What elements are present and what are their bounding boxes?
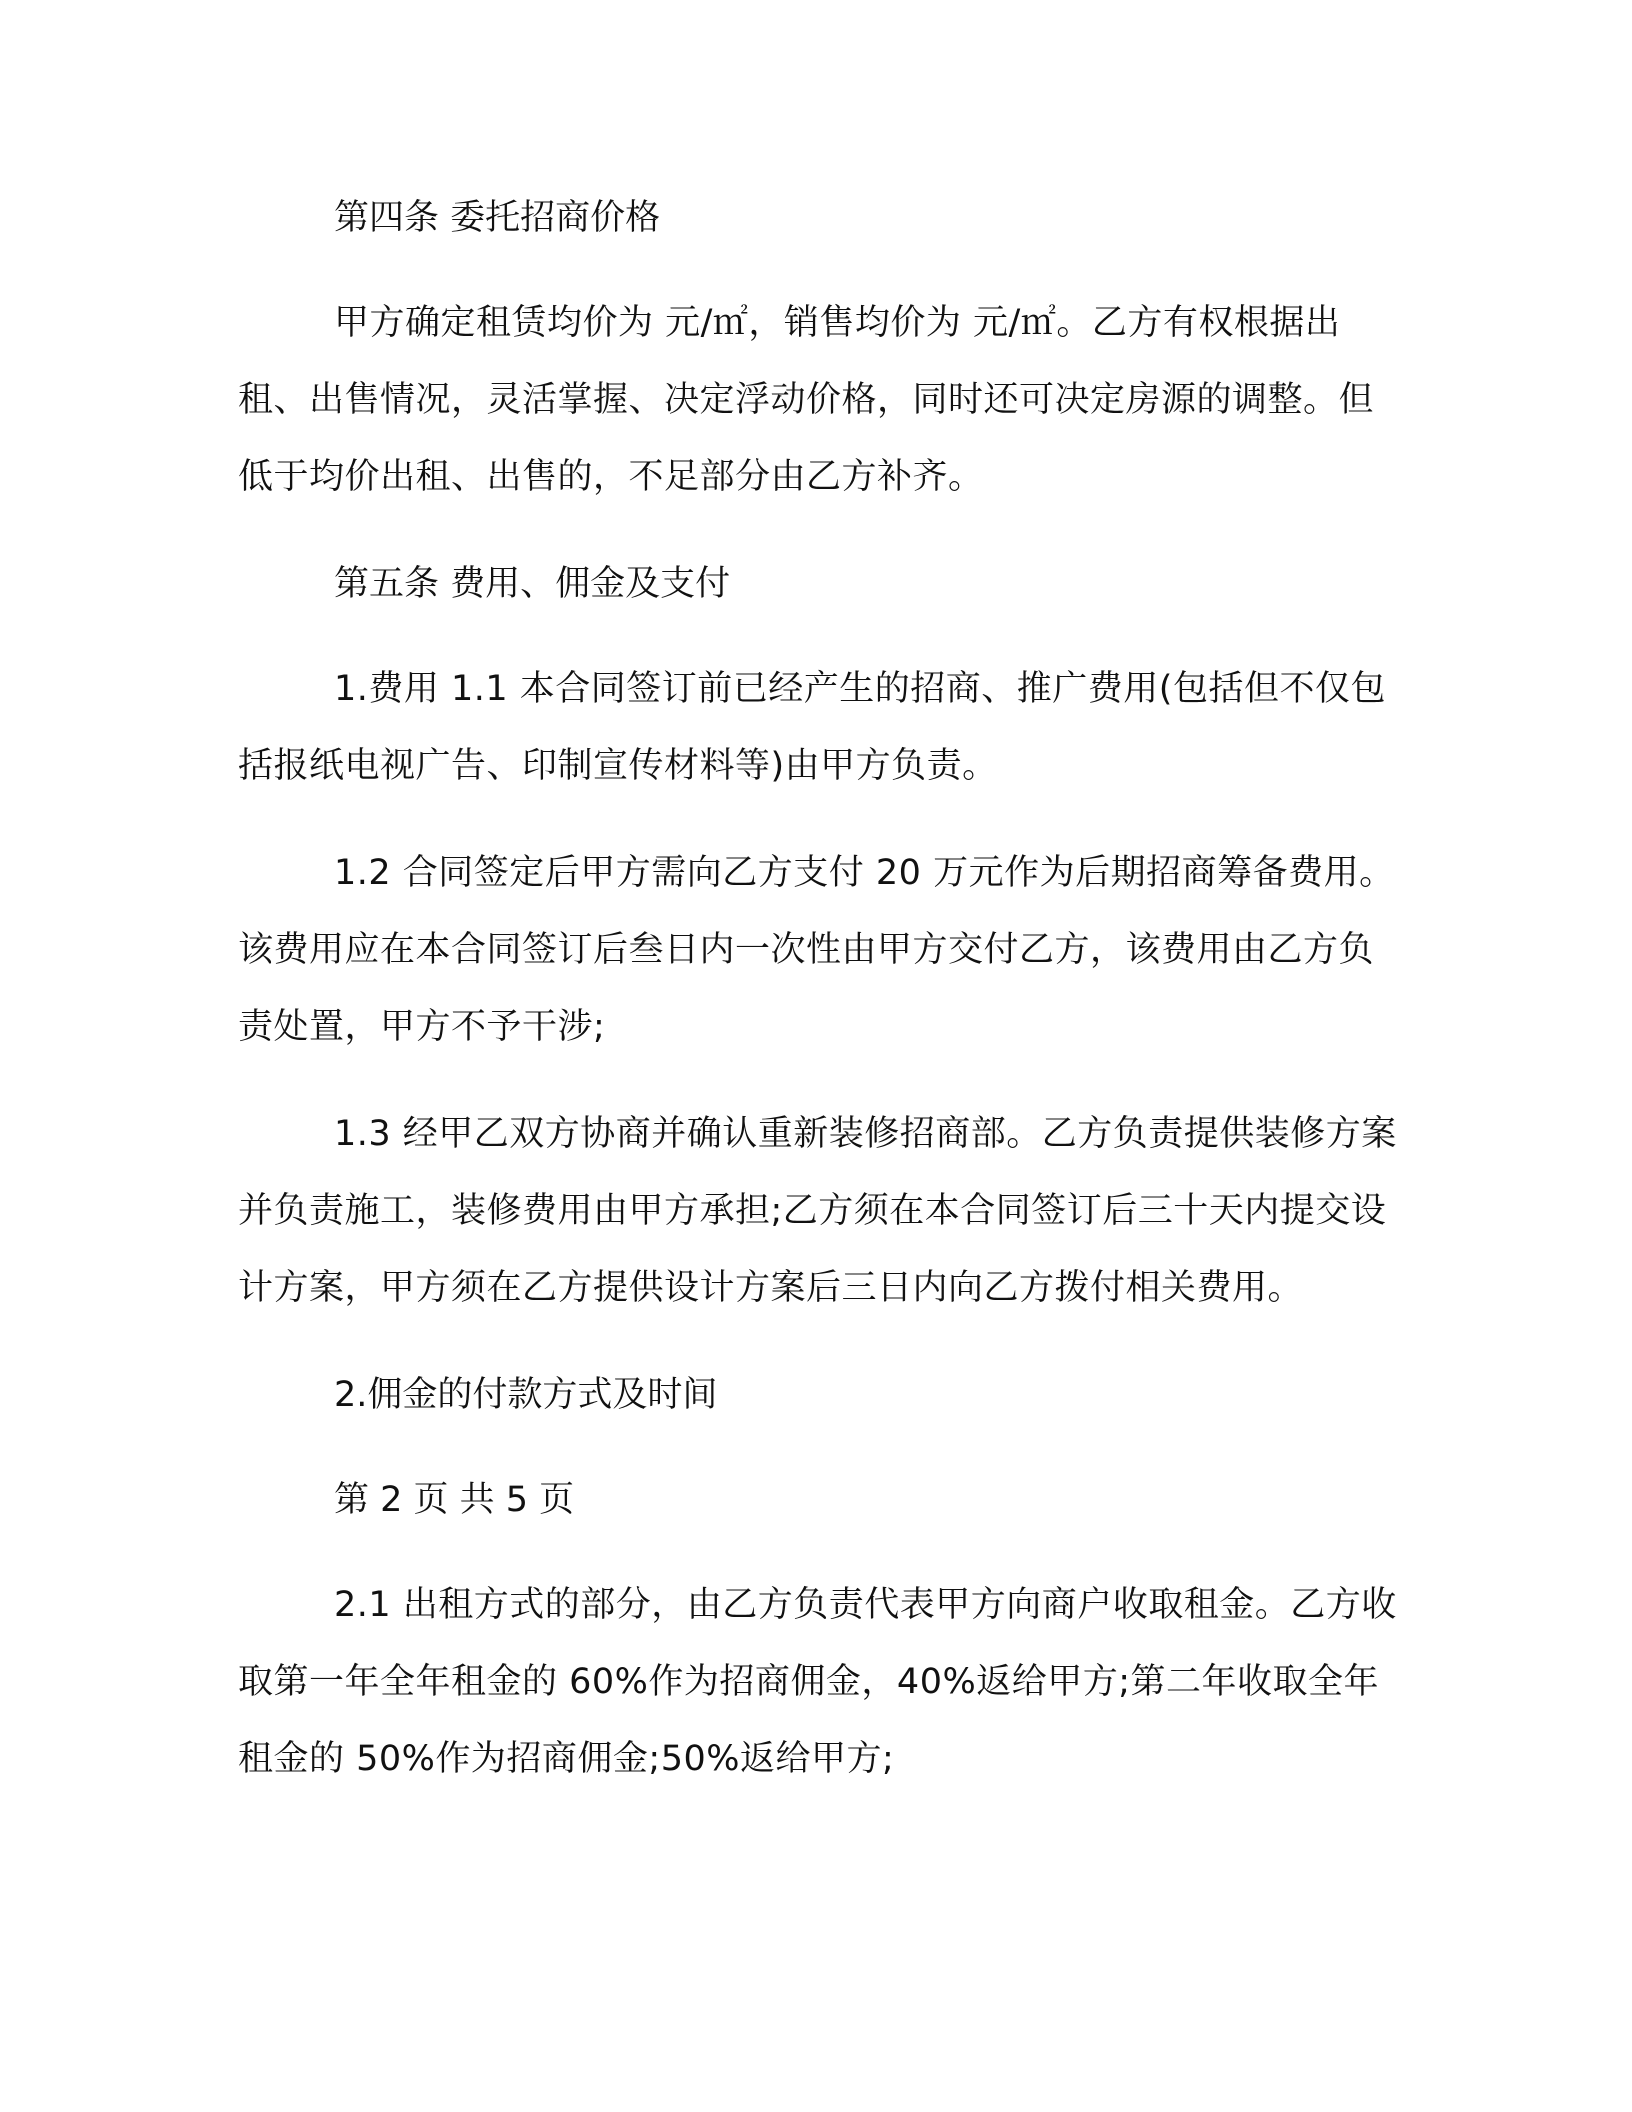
clause-2-1: 2.1 出租方式的部分，由乙方负责代表甲方向商户收取租金。乙方收取第一年全年租金的 60%作为招商佣金，40%返给甲方;第二年收取全年租金的 50%作为招商佣金;50%返给甲方; bbox=[238, 1585, 1397, 1779]
document-body bbox=[238, 180, 1408, 1798]
page-number: 第 2 页 共 5 页 bbox=[334, 1480, 575, 1520]
article-5-title: 第五条 费用、佣金及支付 bbox=[334, 564, 731, 604]
article-4-title: 第四条 委托招商价格 bbox=[334, 198, 661, 238]
clause-2-title: 2.佣金的付款方式及时间 bbox=[334, 1375, 718, 1415]
clause-1-3: 1.3 经甲乙双方协商并确认重新装修招商部。乙方负责提供装修方案并负责施工，装修费用由甲方承担;乙方须在本合同签订后三十天内提交设计方案，甲方须在乙方提供设计方案后三日内向乙方拨付相关费用。 bbox=[238, 1114, 1397, 1308]
clause-1-2: 1.2 合同签定后甲方需向乙方支付 20 万元作为后期招商筹备费用。该费用应在本合同签订后叁日内一次性由甲方交付乙方，该费用由乙方负责处置，甲方不予干涉; bbox=[238, 853, 1395, 1047]
clause-1-1: 1.费用 1.1 本合同签订前已经产生的招商、推广费用(包括但不仅包括报纸电视广告、印制宣传材料等)由甲方负责。 bbox=[238, 669, 1386, 786]
article-4-body: 甲方确定租赁均价为 元/㎡，销售均价为 元/㎡。乙方有权根据出租、出售情况，灵活掌握、决定浮动价格，同时还可决定房源的调整。但低于均价出租、出售的，不足部分由乙方补齐。 bbox=[238, 303, 1375, 497]
